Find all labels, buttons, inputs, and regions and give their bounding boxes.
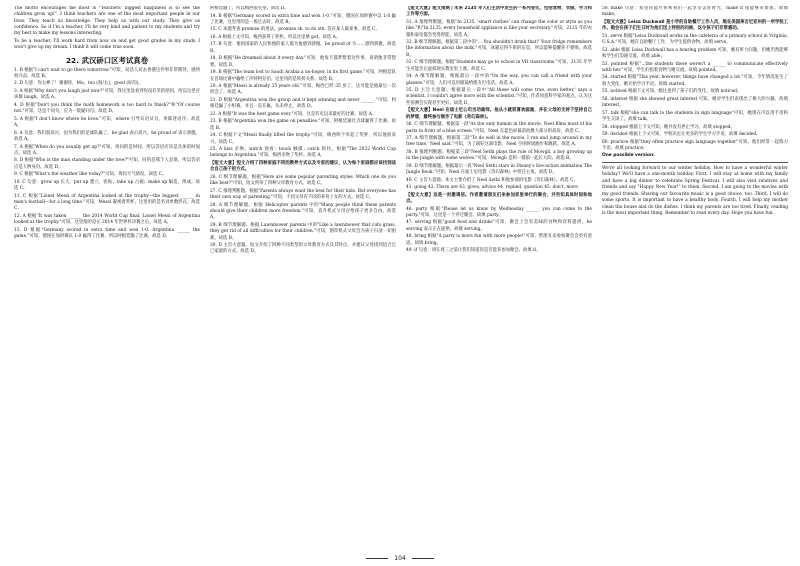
answer-item: 27. C 推理判断题。根据"Parents always want the best for their kids. But everyone has their own way of parenting."可知，不同父母有不同的养育子女的方式。故选 C。 [210,188,396,201]
answer-item: 23. B 根据"Argentina won the game on penalties."可知，阿根廷通过点球赢得了比赛。故选 B。 [210,119,396,131]
answer-item: 58. stopped 根据上下文可知，她并没有停止学习。故填 stopped。 [602,124,735,130]
passage-summary: 【短文大意】短文预测了未来 2135 年人们生活中发生的一系列变化，包括食物、衣服、学习和工作等方面。 [406,6,592,18]
passage-summary: 【短文大意】这是一封邀请信。作者邀请朋友们来参加家里举行的聚会，并告知具体时间和地点。 [406,192,592,205]
answer-item: 19. B 根据"The team lost to Saudi Arabia a no-hoper, in its first game."可知，阿根廷队在首场比赛中输给了沙特阿拉伯，这里用的是转折关系。故选 B。 [210,70,396,82]
answer-item: 11. C 根据"Lionel Messi of Argentina looked at the trophy—the biggest ______ in men's football—for a long time."可知，Messi 凝视着奖杯，这里用的是名词单数形式。故选 C。 [14,193,200,212]
answer-item: 14. B 根据"Germany scored in extra time and won 1-0."可知，德国在加时赛中以 1:0 赢了比赛，这里用的是一般过去时。故选 B。 [210,13,396,25]
answer-item: 6. A 句意：我们很高兴，因为我们的足球队赢了。be glad 表示高兴，be proud of 表示骄傲。故选 A。 [14,130,200,142]
section-title: 22. 武汉硚口区考试真卷 [65,55,149,65]
sample-essay-heading: One possible version: [602,153,655,159]
answer-item: 48. bring 根据"A party is more fun with more people!"可知，带朋友来参加聚会会更有意思。故填 bring。 [406,234,592,246]
answer-item: 50. make 句意：希望你能尽快和我们一起享受美好时光，make it 指能够来参加。故填 make。 [602,6,788,18]
answer-item: 55. noticed 根据下文可知，她注意到了孩子们的变化。故填 noticed。 [602,89,742,95]
answer-item: 49. if 句意：请在周三之前让我们知道你是否能来参加聚会。故填 if。 [406,248,541,254]
answer-item: 41. going 42. There are 43. gives, advice 44. replied, question 45. don't, more [406,185,578,191]
column-1 [14,6,200,550]
answer-item: 31. A 推理判断题。根据"In 2135, 'smart clothes' can change the color or style as you like."和"In 2135, every household appliance is like your secretary."可知，2135 年的衣服和家电都会变得智能。故选 A。 [406,19,592,38]
intro-paragraph: The motto encourages me most is "Teachers' biggest happiness is to see the children grow up!". I think teachers are one of the most important people in our lives. They teach us knowledge. They help us with our study. They give us confidence. So if I'm a teacher, I'll be very kind and patient to my students and try my best to make my lessons interesting. [14,6,200,37]
answer-item: 40. C 主旨大意题。本文主要介绍了 Neel Sethi 和他参演的电影《奇幻森林》。故选 C。 [406,177,578,183]
passage-summary: 【短文大意】Neel 在迪士尼公司当动画师。他从小就很喜欢画画，并在父母的支持下坚持自己的梦想，最终参与制作了电影《奇幻森林》。 [406,108,592,120]
answer-item: 46. party 根据"Please let us know by Wednesday ______ you can come to the party."可知，这里是一个乔迁聚会。故填 party。 [406,206,592,218]
answer-item: 10. C 句意：grow up 长大；put up 建立，张贴；take up 占据；make up 编造，组成。故选 C。 [14,179,200,192]
answer-item: 阿根廷输了，所以梅西很失望。故选 D。 [210,6,289,11]
answer-item: 5. A 根据"I don't know where he lives."可知，where 引导宾语从句，用陈述语序。故选 A。 [14,116,200,129]
answer-item: 47. serving 根据"good food and drinks"可知，聚会上会有美味的食物和饮料提供。be serving 表示正在提供。故填 serving。 [406,220,592,232]
answer-item: 13. D 根据"Germany scored in extra time and won 1-0. Argentina ______ the game."可知，德国在加时赛以 1:0 赢得了比赛，所以阿根廷输了比赛。故选 D。 [14,227,200,240]
answer-item: 25. A kiss 亲吻；watch 观看；touch 触摸；catch 抓住。根据"The 2022 World Cup belongs to Argentina."可知，梅西亲吻了奖杯。故选 A。 [210,147,396,159]
answer-item: 8. D 根据"Who is the man standing under the tree?"可知，问的是那个人是谁，所以答语应是人物身份。故选 D。 [14,158,200,170]
answer-item: 12. A 根据"It was taken ______ the 2014 World Cup final. Lionel Messi of Argentina looked at the trophy."可知，这里指的是在 2014 年世界杯决赛之后。故选 A。 [14,213,200,226]
intro-paragraph: To be a teacher, I'll work hard from now on and get good grades in my study. I won't give up my dream. I think it will come true soon. [14,38,200,51]
answer-item: 20. A 根据"Messi is already 35 years old."可知，梅西已经 35 岁了，这可能是他最后一次机会了。故选 A。 [210,84,396,96]
footer-rule-left [366,558,388,559]
footer-rule-right [412,558,434,559]
answer-item: 16. A 根据上文可知，梅西获得了奖杯。所以这里填 got。故选 A。 [210,34,341,40]
answer-item: 26. C 细节理解题。根据"Here are some popular parenting styles. Which one do you like best?"可知，短文列举了四种父母教育方式。故选 C。 [210,174,396,187]
answer-item: 29. B 细节理解题。根据 Lawnmower parents 中的"Like a lawnmower that cuts grass, they get rid of all difficulties for their children."可知，割草机式父母会为孩子扫清一切困难。故选 B。 [210,222,396,241]
passage-summary: 【短文大意】短文介绍了四种家庭不同的教养方式以及专家的建议，认为每个家庭都应该找到适合自己孩子的方式。 [210,161,396,173]
page-columns [14,6,788,550]
answer-item: 3. A 根据"Why don't you laugh just now?"可知，我这里没看到你没有笑的原因，所以这里应该填 laugh。故选 A。 [14,89,200,101]
answer-item: 28. A 细节理解题。根据 Helicopter parents 中的"Many people think these parents should give their children more freedom."可知，直升机式父母应给孩子更多自由。故选 A。 [210,202,396,221]
sample-essay: We're all looking forward to our winter holiday. How to have a wonderful winter holiday? We'll have a one-month holiday. First, I will stay at home with my family and have a big dinner to celebrate Spring Festival. I will also visit relatives and friends and say "Happy New Year!" to them. Second, I am going to the movies with my good friends. Sharing our favourite music is a good choice, too. Third, I will do some sports. It is important to have a healthy body. Fourth, I will help my mother clean the house and do the dishes. I think my parents are too tired. Finally, reading is the most important thing. Remember to read every day. Hope you have fun. [602,165,788,217]
answer-item: 18. D 根据"He dreamed about it every day."可知，他每天都梦想着这件事，说明他非常想要。故选 D。 [210,56,396,68]
answer-item: 30. D 主旨大意题。短文介绍了四种不同类型的父母教育方式及其特点，并建议父母找到适合自己家庭的方式。故选 D。 [210,243,396,255]
answer-item: 21. D 根据"Argentina won the group and it kept winning and never ______."可知，阿根廷赢了小组赛，并且一直在赢，从未停止。故选 D。 [210,97,396,110]
answer-item: 59. decided 根据上下文可知，学校决定让更多的学生学习手语。故填 decided。 [602,132,761,138]
answer-item: 37. A 细节理解题。根据第二段"To do well in the movie, I run and jump around in my free time,' Neel said."可知，为了演好这部电影，Neel 空闲时间跑步和跳跃。故选 A。 [406,136,592,148]
answer-item: 60. practice 根据"they often practice sign language together"可知，他们经常一起练习手语。故填 practice。 [602,139,788,151]
answer-item: 1. B 根据"I can't wait to go there tomorrow."可知，说话人对去香港这件事非常期待，感到很兴奋。故选 B。 [14,67,200,79]
answer-item: 36. C 细节理解题。根据第一段"As the only human in the movie, Neel films most of his parts in front of a blue screen."可知，Neel 在蓝色屏幕前拍摄大部分的戏份。故选 C。 [406,122,592,134]
answer-item: 38. B 推理判断题。根据第三段"Neel Sethi plays the role of Mowgli, a boy growing up in the jungle with some wolves."可知，Mowgli 是和一群狼一起长大的。故选 B。 [406,149,592,162]
passage-summary: 【短文大意】Leisa Duckwall 是小学的自助餐厅工作人员，她在美国弗吉尼亚州的一所学校工作。她会在孩子们生日时为他们送上特别的问候，这令孩子们非常感动。 [602,19,788,32]
answer-item: 15. C 本题考查 promise 的用法。promise sb. to do sth. 答应某人做某事。故选 C。 [210,27,380,33]
column-3 [406,6,592,550]
answer-item: 56. interest 根据 she showed great interest 可知，她对学生们表现出了极大的兴趣。故填 interest。 [602,96,788,109]
answer-item: 4. D 根据"Don't you think the math homework is too hard to finish?"和"Of course not."可知，这是个问句，应为一般疑问句。故选 D。 [14,102,200,115]
answer-item: 51. serve 根据"Leisa Duckwall works in the cafeteria of a primary school in Virginia, U.S.A."可知，她在自助餐厅工作，为学生提供食物。故填 serve。 [602,33,788,46]
answer-item: 9. C 根据"What's the weather like today?"可知，询问天气情况。故选 C。 [14,172,167,178]
answer-item: 33. C 细节理解题。根据"Students may go to school in VR classrooms."可知，2135 年学生可能会在虚拟现实教室里上课。故选 C。 [406,60,592,72]
page-number: 104 [394,555,406,562]
answer-item: 34. A 细节理解题。根据最后一段中的"On the way, you can call a friend with your glasses."可知，人们可以用眼镜给朋友打电话。故选 A。 [406,74,592,86]
answer-item: 57. talk 根据"she can talk to the students in sign language"可知，她现在可以用手语和学生交谈了。故填 talk。 [602,110,788,122]
divider [602,162,788,163]
answer-item: 22. A 根据"It was the best game ever."可知，这是有史以来最好的比赛。故选 A。 [210,111,377,117]
column-4 [602,6,788,550]
answer-item: 35. D 主旨大意题。根据最后一段中"All these will come true, even better,' says a scientist. I couldn't agree more with the scientist."可知，作者同意科学家的观点，认为这些预测会实现甚至更好。故选 D。 [406,88,592,106]
answer-item: 2. D 句意：你太棒了！谢谢你，Mo。too (很/太)，good (好的)。 [14,81,143,87]
answer-item: 17. B 句意：他的国家的人民和他的家人都为他感到骄傲。be proud of 为……感到骄傲。故选 B。 [210,42,396,54]
page-footer [0,555,800,562]
answer-item: 53. pointed 根据"...the students there weren't a ______ to communicate effectively with her."可知，学生们指着食物与她交流。故填 pointed。 [602,61,788,73]
answer-item: 7. A 根据"When do you usually get up?"可知，询问的是时间，所以答语应该是具体的时间点。故选 A。 [14,144,200,156]
answer-item: 24. C 根据下文"Messi finally lifted the trophy."可知，梅西终于举起了奖杯，所以他很高兴。故选 C。 [210,133,396,145]
column-2 [210,6,396,550]
answer-item: 39. D 细节理解题。根据最后一段"Neel Sethi stars in Disney's live-action animation The Jungle Book."可知，Neel 在迪士尼电影《奇幻森林》中担任主角。故选 D。 [406,163,592,176]
answer-item: 52. able 根据 Leisa Duckwall has a hearing problem 可知，她有听力问题，但她仍然能够和学生们沟通交流。故填 able。 [602,47,788,59]
answer-item: 32. B 细节理解题。根据第三段中的"... You shouldn't drink that!' Your fridge remembers the information about the milk."可知，冰箱记得牛奶的信息，所以能够提醒你不要喝。故选 B。 [406,40,592,58]
answer-item: 54. started 根据"This year, however, things have changed a lot."可知，今年情况发生了很大变化，她开始学习手语。故填 started。 [602,75,788,87]
